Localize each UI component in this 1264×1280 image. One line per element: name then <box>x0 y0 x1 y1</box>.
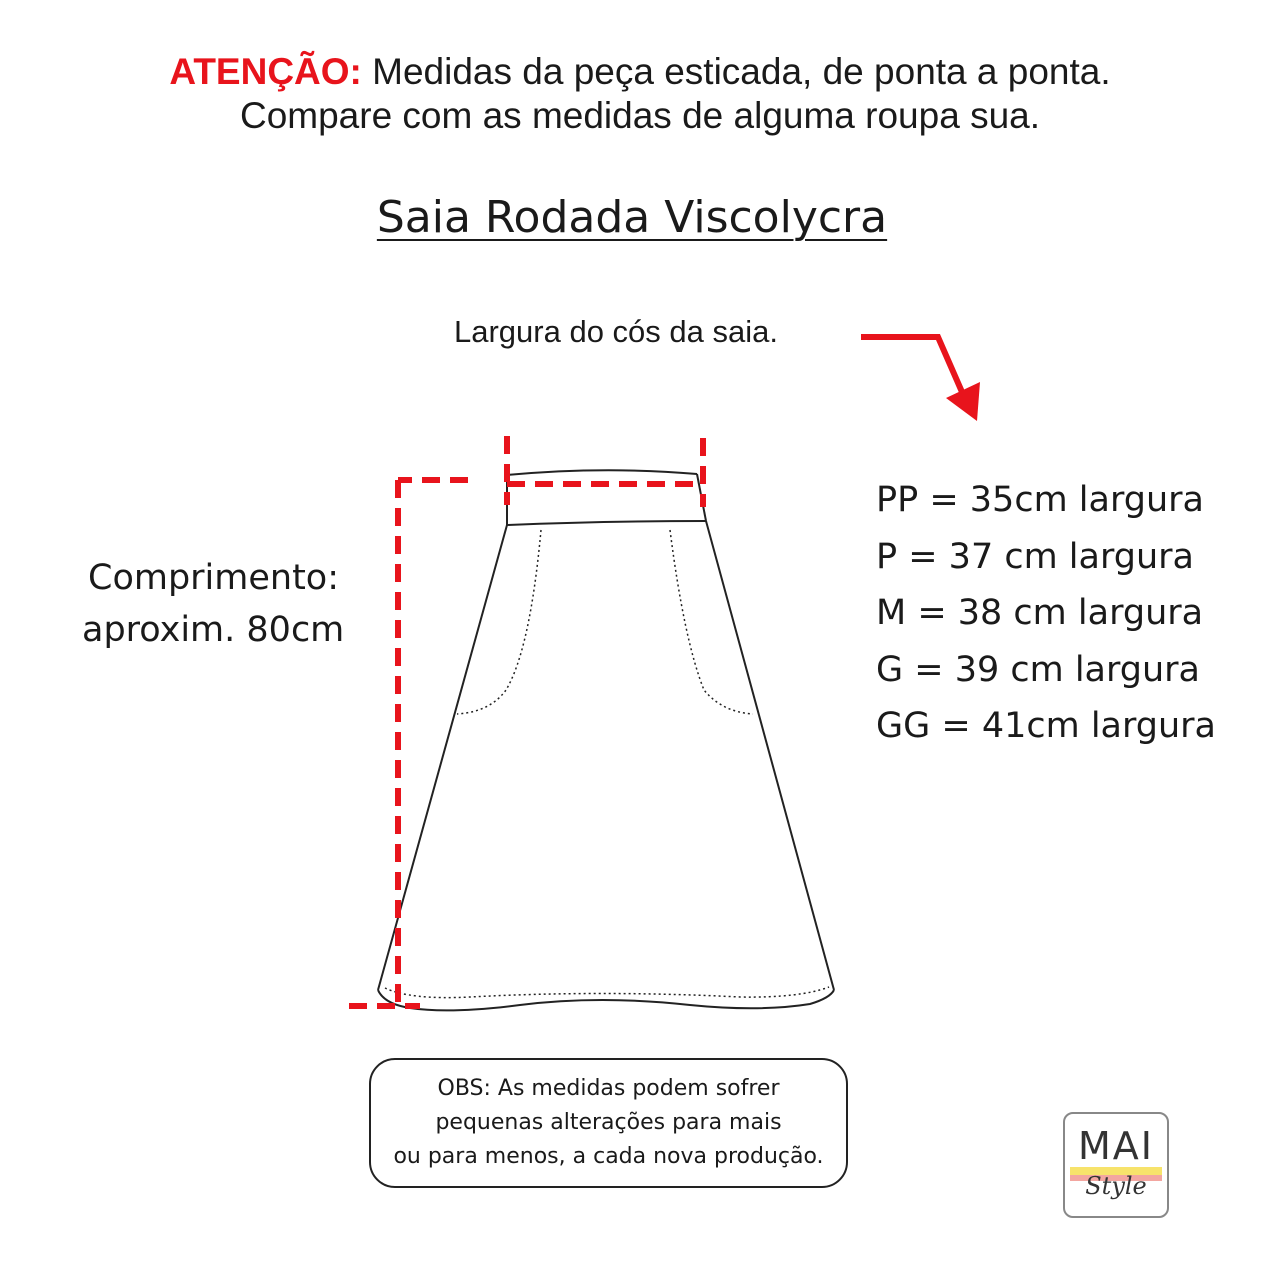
logo-brand-text: MAI <box>1078 1124 1154 1168</box>
size-row-gg: GG = 41cm largura <box>876 706 1217 746</box>
product-title-text: Saia Rodada Viscolycra <box>376 192 888 243</box>
attention-text-1: Medidas da peça esticada, de ponta a ponta. <box>361 51 1111 92</box>
attention-label: ATENÇÃO: <box>169 51 362 92</box>
length-label-line-1: Comprimento: <box>88 558 340 598</box>
arrow-down-right-icon <box>861 337 980 421</box>
size-row-g: G = 39 cm largura <box>876 649 1201 690</box>
length-label-line-2: aproxim. 80cm <box>82 610 345 650</box>
size-row-m: M = 38 cm largura <box>876 593 1204 633</box>
size-row-p: P = 37 cm largura <box>876 536 1194 577</box>
note-line-3: ou para menos, a cada nova produção. <box>393 1144 824 1169</box>
skirt-outline-icon <box>378 470 834 1010</box>
brand-logo <box>1063 1112 1169 1218</box>
waist-width-label: Largura do cós da saia. <box>454 314 778 349</box>
observation-note <box>369 1058 848 1188</box>
note-line-2: pequenas alterações para mais <box>435 1110 782 1135</box>
logo-script-text: Style <box>1085 1172 1147 1200</box>
note-line-1: OBS: As medidas podem sofrer <box>437 1076 780 1101</box>
size-row-pp: PP = 35cm largura <box>876 480 1204 520</box>
attention-line-2: Compare com as medidas de alguma roupa sua. <box>239 95 1041 136</box>
